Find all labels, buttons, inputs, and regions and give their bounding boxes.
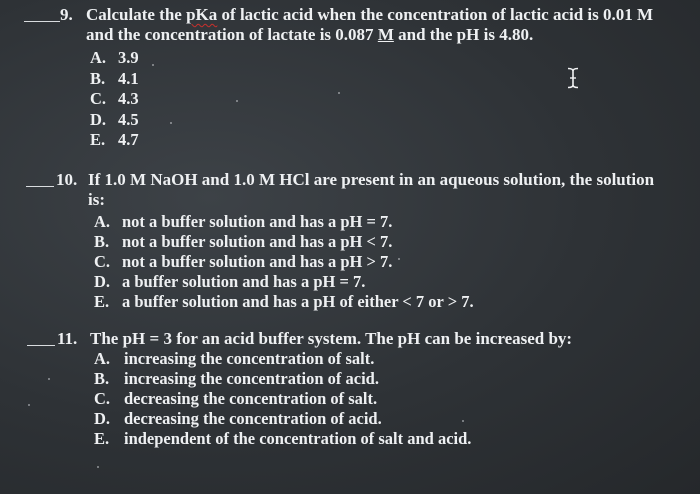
misspelled-word[interactable]: pKa xyxy=(186,5,218,24)
option-e[interactable] xyxy=(90,130,139,151)
screen-speck xyxy=(48,378,50,380)
option-letter: E. xyxy=(90,130,106,149)
option-a[interactable] xyxy=(94,349,471,369)
question-text: The pH = 3 for an acid buffer system. The pH can be increased by: xyxy=(90,329,573,348)
option-text: 3.9 xyxy=(118,48,139,67)
question-text: If 1.0 M NaOH and 1.0 M HCl are present in an aqueous solution, the solution xyxy=(88,170,655,189)
question-10-options xyxy=(94,212,474,312)
option-letter: D. xyxy=(90,109,107,129)
screen-speck xyxy=(398,258,400,260)
option-letter: B. xyxy=(90,68,106,88)
option-text: 4.1 xyxy=(118,68,139,88)
option-a[interactable] xyxy=(94,212,474,232)
option-letter: B. xyxy=(94,232,110,251)
option-c[interactable] xyxy=(90,89,139,110)
option-b[interactable] xyxy=(94,369,471,389)
option-letter: C. xyxy=(94,389,111,408)
question-text xyxy=(86,5,653,25)
option-text: increasing the concentration of acid. xyxy=(124,369,379,388)
option-c[interactable] xyxy=(94,252,474,272)
option-e[interactable] xyxy=(94,429,471,449)
option-c[interactable] xyxy=(94,389,471,409)
question-9-options xyxy=(90,48,139,151)
option-a[interactable] xyxy=(90,48,139,69)
option-letter: C. xyxy=(94,252,111,271)
option-text: 4.5 xyxy=(118,109,139,129)
option-letter: E. xyxy=(94,429,110,448)
option-d[interactable] xyxy=(90,110,139,131)
screen-speck xyxy=(170,122,172,124)
question-text-part: and the concentration of lactate is 0.087 xyxy=(86,25,378,44)
text-cursor-icon xyxy=(566,67,580,89)
screen-speck xyxy=(338,92,340,94)
question-10-stem-line2: is: xyxy=(88,190,105,209)
option-b[interactable] xyxy=(90,69,139,90)
question-text-part: of lactic acid when the concentration of lactic acid is 0.01 M xyxy=(217,5,654,24)
screen-speck xyxy=(462,420,464,422)
option-letter: A. xyxy=(94,349,111,368)
option-text: decreasing the concentration of salt. xyxy=(124,389,378,408)
option-text: not a buffer solution and has a pH > 7. xyxy=(122,252,393,271)
option-e[interactable] xyxy=(94,292,474,312)
option-text: 4.7 xyxy=(118,130,139,149)
underlined-unit: M xyxy=(377,25,394,44)
option-letter: E. xyxy=(94,292,110,311)
question-text-part: and the pH is 4.80. xyxy=(393,25,534,44)
answer-blank[interactable] xyxy=(24,21,60,22)
option-text: independent of the concentration of salt and acid. xyxy=(124,429,472,448)
option-text: decreasing the concentration of acid. xyxy=(124,409,382,428)
option-b[interactable] xyxy=(94,232,474,252)
option-letter: D. xyxy=(94,272,111,291)
option-letter: B. xyxy=(94,369,110,388)
option-text: a buffer solution and has a pH = 7. xyxy=(122,272,366,291)
option-text: a buffer solution and has a pH of either < 7 or > 7. xyxy=(122,292,474,311)
question-number: 9. xyxy=(60,5,73,24)
option-text: increasing the concentration of salt. xyxy=(124,349,375,368)
option-text: not a buffer solution and has a pH = 7. xyxy=(122,212,393,231)
question-9-stem-line2 xyxy=(86,25,533,45)
option-d[interactable] xyxy=(94,409,471,429)
question-number: 11. xyxy=(57,329,78,348)
answer-blank[interactable] xyxy=(26,186,54,187)
option-letter: D. xyxy=(94,409,111,428)
question-text-part: Calculate the xyxy=(86,5,187,24)
question-number: 10. xyxy=(56,170,78,189)
option-text: not a buffer solution and has a pH < 7. xyxy=(122,232,393,251)
option-d[interactable] xyxy=(94,272,474,292)
screen-speck xyxy=(28,404,30,406)
screen-speck xyxy=(152,64,154,66)
screen-speck xyxy=(236,100,238,102)
option-letter: A. xyxy=(94,212,111,231)
option-letter: A. xyxy=(90,48,107,67)
answer-blank[interactable] xyxy=(27,345,55,346)
option-letter: C. xyxy=(90,89,107,108)
screen-speck xyxy=(97,466,99,468)
option-text: 4.3 xyxy=(118,89,139,108)
question-11-options xyxy=(94,349,471,449)
